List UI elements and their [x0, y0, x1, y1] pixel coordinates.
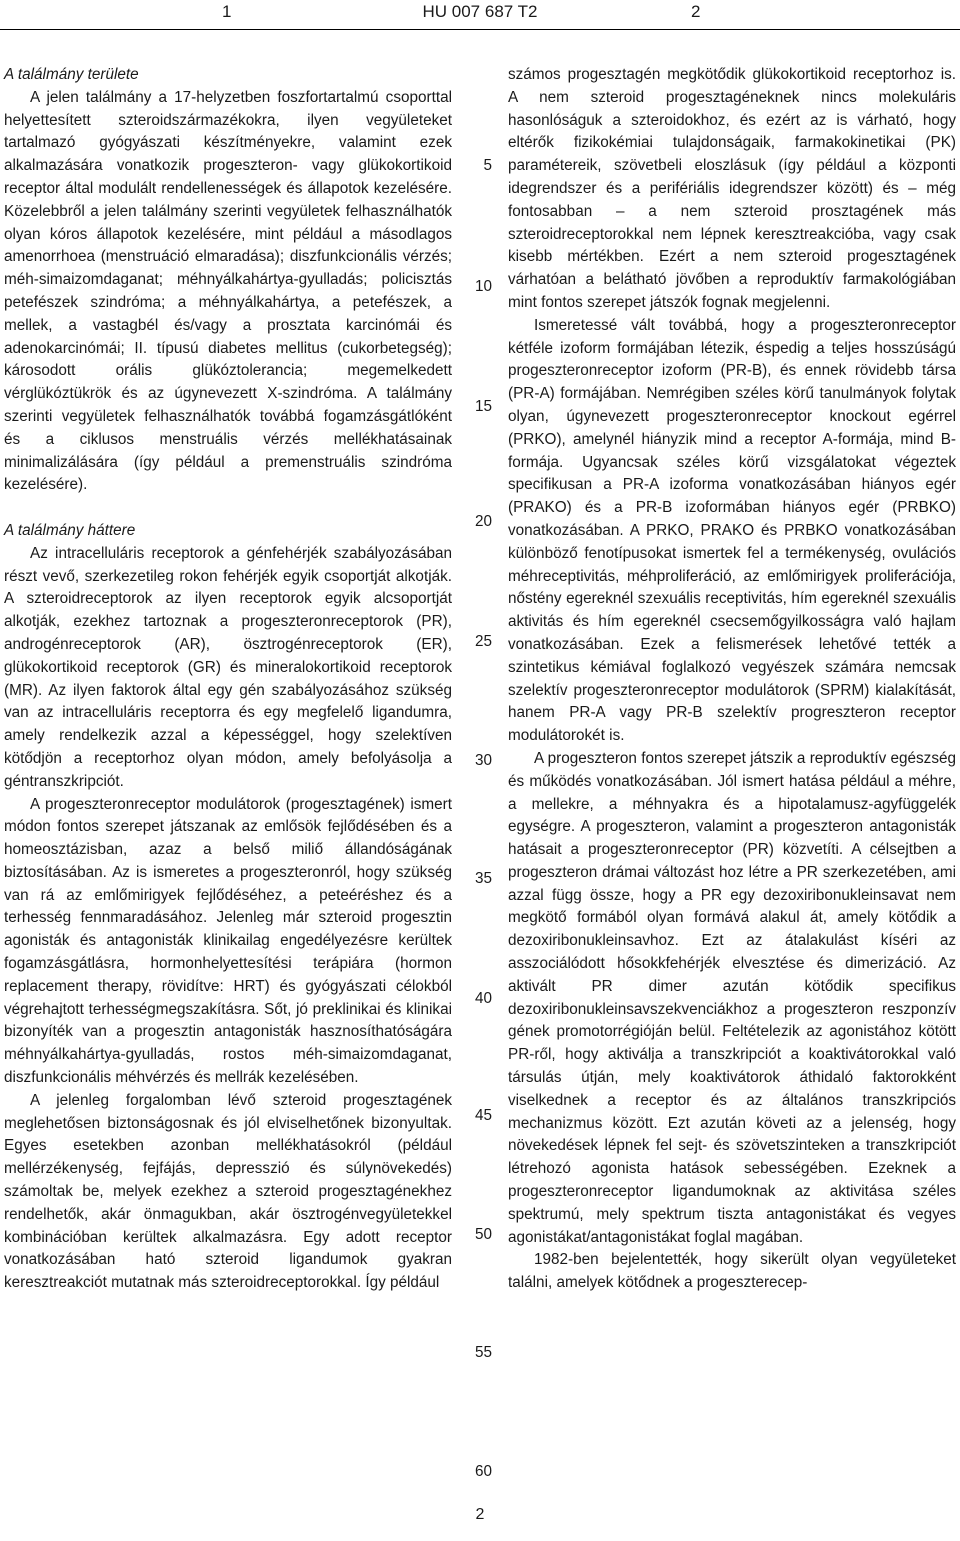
right-column [508, 64, 956, 1295]
background-heading: A találmány háttere [4, 521, 136, 539]
line-number: 40 [474, 990, 492, 1007]
paragraph: Az intracelluláris receptorok a génfehérjék szabályozásában részt vevő, szerkezetileg rokon fehérjék egyik csoportját alkotják. A szteroidreceptorok az ilyen receptorok egyik alcsoportját alkotják, ezekhez tartoznak a progeszteronreceptorok (PR), androgénreceptorok (AR), ösztrogénreceptorok (ER), glükokortikoid receptorok (GR) és mineralokortikoid receptorok (MR). Az ilyen faktorok által egy gén szabályozásához szükség van az intracelluláris receptorra és egy megfelelő ligandumra, amely rendelkezik azzal a képességgel, hogy szelektíven kötődjön a receptorhoz olyan módon, amely befolyásolja a géntranszkripciót. [4, 544, 452, 790]
line-number: 20 [474, 513, 492, 530]
line-number: 10 [474, 278, 492, 295]
line-number: 30 [474, 752, 492, 769]
line-number: 50 [474, 1226, 492, 1243]
line-number: 35 [474, 870, 492, 887]
paragraph: 1982-ben bejelentették, hogy sikerült olyan vegyületeket találni, amelyek kötődnek a progeszterecep- [508, 1251, 956, 1292]
paragraph: Ismeretessé vált továbbá, hogy a progeszteronreceptor kétféle izoform formájában létezik, éspedig a teljes hosszúságú progeszteronreceptor izoform (PR-B), és ennek rövidebb társa (PR-A) formájában. Nemrégiben széles körű tanulmányok folytak olyan, úgynevezett progeszteronreceptor knockout egérrel (PRKO), amelynél hiányzik mind a receptor A-formája, mind B-formája. Ugyancsak széles körű vizsgálatokat végeztek specifikusan a PR-A izoforma vonatkozásában hiányos egér (PRAKO) és a PR-B izoformában hiányos egér (PRBKO) vonatkozásában. A PRKO, PRAKO és PRBKO vonatkozásában különböző fenotípusokat ismertek fel a termékenység, ovulációs méhreceptivitás, méhproliferáció, az emlőmirigyek proliferációja, nőstény egereknél szexuális receptivitás, hím egereknél szexuális aktivitás és hím egereknél csecsemőgyilkosságra való hajlam vonatkozásában. Ezek a felismerések lehetővé tették a szintetikus kémiával foglalkozó vegyészek számára nemcsak szelektív progeszteronreceptor modulátorok (SPRM) kialakítását, hanem PR-A vagy PR-B szelektív progreszteron receptor modulátorokét is. [508, 316, 956, 745]
paragraph: A jelen találmány a 17-helyzetben foszfortartalmú csoporttal helyettesített szteroidszármazékokra, ilyen vegyületeket tartalmazó gyógyászati készítményekre, valamint ezek alkalmazására vonatkozik progeszteron- vagy glükokortikoid receptor által modulált rendellenességek és állapotok kezelésére. Közelebbről a jelen találmány szerinti vegyületek felhasználhatók olyan kóros állapotok kezelésére, mint például a másodlagos amenorrhoea (menstruáció elmaradása); diszfunkcionális vérzés; méh-simaizomdaganat; méhnyálkahártya-gyulladás; policisztás petefészek szindróma; a méhnyálkahártya, a petefészek, a mellek, a vastagbél és/vagy a prosztata karcinómái és adenokarcinómái; II. típusú diabetes mellitus (cukorbetegség); károsodott orális glükóztolerancia; megemelkedett vérglükóztükrök és az úgynevezett X-szindróma. A találmány szerinti vegyületek felhasználhatók továbbá fogamzásgátlóként és a ciklusos menstruális vérzés mellékhatásainak minimalizálására (így például a premenstruális szindróma kezelésére). [4, 88, 452, 494]
paragraph: A progeszteron fontos szerepet játszik a reproduktív egészség és működés vonatkozásában. Jól ismert hatása például a méhre, a mellekre, a méhnyakra és a hipotalamusz-agyfüggelék egységre. A progeszteron, valamint a progeszteron antagonisták hatásait a progeszteronreceptor (PR) közvetíti. A célsejtben a progeszteron drámai változást hoz létre a PR szerkezetében, ami azzal függ össze, hogy a PR egy dezoxiribonukleinsavat nem megkötő formából olyan formává alakul át, amely kötődik a dezoxiribonukleinsavhoz. Ezt az átalakulást kíséri az asszociálódott hősokkfehérjék elvesztése és dimerizáció. Az aktivált PR dimer azután kötődik specifikus dezoxiribonukleinsavszekvenciákhoz a progeszteron reszponzív gének promotorrégióján belül. Feltételezik az agonistához kötött PR-ről, hogy aktiválja a transzkripciót a koaktivátorokkal való társulás útján, mely koaktivátorok áthidaló faktorokként viselkednek a receptor és az általános transzkripciós mechanizmus között. Ezt azután követi az a jelenség, hogy növekedések lépnek fel sejt- és szövetszinteken a transzkripciót létrehozó agonista hatások sebességében. Ezeknek a progeszteronreceptor ligandumoknak az aktivitása széles spektrumú, mely spektrum tiszta antagonistákat és vegyes agonistákat/antagonistákat foglal magában. [508, 749, 956, 1246]
field-heading: A találmány területe [4, 66, 139, 83]
line-number: 60 [474, 1463, 492, 1480]
line-number: 5 [483, 157, 492, 174]
header-page-right: 2 [691, 2, 701, 21]
spacer [4, 497, 452, 520]
header-rule [0, 29, 960, 30]
line-number: 25 [474, 633, 492, 650]
header-page-left: 1 [222, 2, 232, 21]
header-doc-number: HU 007 687 T2 [422, 2, 538, 21]
line-number: 45 [474, 1107, 492, 1124]
paragraph: A progeszteronreceptor modulátorok (progesztagének) ismert módon fontos szerepet játszanak az emlősök fejlődésében és a homeosztázisban, azaz a belső miliő állandóságának biztosításában. Az is ismeretes a progeszteronról, hogy szükség van rá az emlőmirigyek fejlődéséhez, a peteéréshez és a terhesség fennmaradásához. Jelenleg már szteroid progesztin agonisták és antagonisták klinikailag engedélyezésre kerültek fogamzásgátlásra, hormonhelyettesítési terápiára (hormon replacement therapy, rövidítve: HRT) és gyógyászati célokból végrehajtott terhességmegszakításra. Sőt, jó preklinikai és klinikai bizonyíték van a progesztin antagonisták hasznosíthatóságára méhnyálkahártya-gyulladás, rostos méh-simaizomdaganat, diszfunkcionális méhvérzés és mellrák kezelésében. [4, 795, 452, 1087]
line-number: 15 [474, 398, 492, 415]
line-number: 55 [474, 1344, 492, 1361]
left-column [4, 64, 452, 1295]
paragraph: számos progesztagén megkötődik glükokortikoid receptorhoz is. A nem szteroid progesztagéneknek nincs molekuláris hasonlóságuk a szteroidokhoz, és ezért az is várható, hogy eltérők fizikokémiai tulajdonságaik, farmakokinetikai (PK) paramétereik, szövetbeli eloszlásuk (így például a központi idegrendszer és a perifériális idegrendszer között) és – még fontosabban – a nem szteroid prosztagének más szteroidreceptorokkal nem lépnek keresztreakcióba, vagy csak kisebb mértékben. Ezért a nem szteroid progesztagének várhatóan a belátható jövőben a reproduktív farmakológiában mint fontos szerepet játszók fognak megjelenni. [508, 66, 956, 311]
paragraph: A jelenleg forgalomban lévő szteroid progesztagének meglehetősen biztonságosnak és jól elviselhetőnek bizonyultak. Egyes esetekben azonban mellékhatásokról (például mellérzékenység, fejfájás, depresszió és súlynövekedés) számoltak be, melyek ezekhez a szteroid progesztagénekhez rendelhetők, akár önmagukban, akár ösztrogénvegyületekkel kombinációban kerültek alkalmazásra. Egy adott receptor vonatkozásában ható szteroid ligandumok gyakran keresztreakciót mutatnak más szteroidreceptorokkal. Így például [4, 1091, 452, 1292]
page-number: 2 [475, 1506, 485, 1523]
